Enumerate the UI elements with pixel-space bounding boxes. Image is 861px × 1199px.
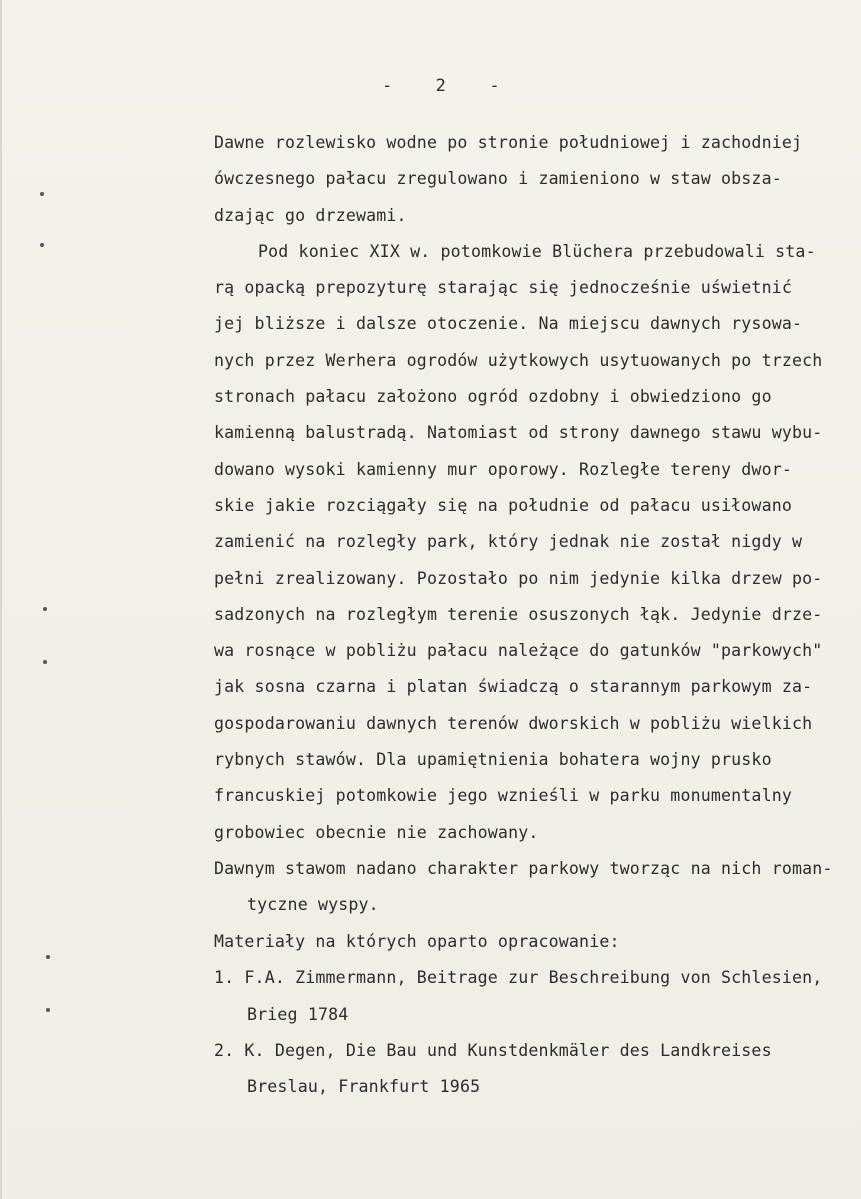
body-paragraph bbox=[214, 125, 854, 924]
reference-item-2: 2. K. Degen, Die Bau und Kunstdenkmäler des Landkreises bbox=[214, 1040, 772, 1060]
text-line: jej bliższe i dalsze otoczenie. Na miejscu dawnych rysowa- bbox=[214, 314, 803, 334]
text-line: ówczesnego pałacu zregulowano i zamieniono w staw obsza- bbox=[214, 169, 782, 189]
text-line: dzając go drzewami. bbox=[214, 205, 407, 225]
text-line: Dawne rozlewisko wodne po stronie południowej i zachodniej bbox=[214, 133, 803, 152]
text-line: rą opacką prepozyturę starając się jednocześnie uświetnić bbox=[214, 278, 792, 298]
text-line: zamienić na rozległy park, który jednak nie został nigdy w bbox=[214, 532, 803, 552]
text-line: dowano wysoki kamienny mur oporowy. Rozległe tereny dwor- bbox=[214, 459, 792, 479]
reference-item-1: 1. F.A. Zimmermann, Beitrage zur Beschreibung von Schlesien, bbox=[214, 968, 823, 988]
margin-mark bbox=[43, 660, 47, 664]
text-line: jak sosna czarna i platan świadczą o starannym parkowym za- bbox=[214, 677, 813, 697]
references-section bbox=[214, 924, 854, 1105]
text-line: Pod koniec XIX w. potomkowie Blüchera przebudowali sta- bbox=[258, 241, 816, 261]
margin-mark bbox=[43, 607, 47, 611]
text-line: nych przez Werhera ogrodów użytkowych usytuowanych po trzech bbox=[214, 350, 823, 370]
reference-item-2-cont: Breslau, Frankfurt 1965 bbox=[247, 1077, 481, 1097]
text-line: francuskiej potomkowie jego wznieśli w parku monumentalny bbox=[214, 786, 792, 806]
text-line: wa rosnące w pobliżu pałacu należące do gatunków "parkowych" bbox=[214, 641, 823, 661]
text-line: skie jakie rozciągały się na południe od pałacu usiłowano bbox=[214, 495, 792, 515]
text-line: grobowiec obecnie nie zachowany. bbox=[214, 822, 539, 842]
margin-mark bbox=[46, 955, 50, 959]
text-line: Dawnym stawom nadano charakter parkowy tworząc na nich roman- bbox=[214, 858, 833, 878]
text-line: pełni zrealizowany. Pozostało po nim jedynie kilka drzew po- bbox=[214, 568, 823, 588]
text-line: stronach pałacu założono ogród ozdobny i obwiedziono go bbox=[214, 387, 772, 407]
margin-mark bbox=[40, 192, 44, 196]
text-line: gospodarowaniu dawnych terenów dworskich w pobliżu wielkich bbox=[214, 713, 813, 733]
page-number: - 2 - bbox=[382, 76, 501, 96]
margin-mark bbox=[46, 1008, 50, 1012]
references-heading: Materiały na których oparto opracowanie: bbox=[214, 932, 620, 951]
text-line: tyczne wyspy. bbox=[247, 895, 379, 915]
reference-item-1-cont: Brieg 1784 bbox=[247, 1004, 349, 1024]
margin-mark bbox=[40, 243, 44, 247]
text-line: rybnych stawów. Dla upamiętnienia bohatera wojny prusko bbox=[214, 750, 772, 770]
text-line: sadzonych na rozległym terenie osuszonych łąk. Jedynie drze- bbox=[214, 604, 823, 624]
text-line: kamienną balustradą. Natomiast od strony dawnego stawu wybu- bbox=[214, 423, 823, 443]
